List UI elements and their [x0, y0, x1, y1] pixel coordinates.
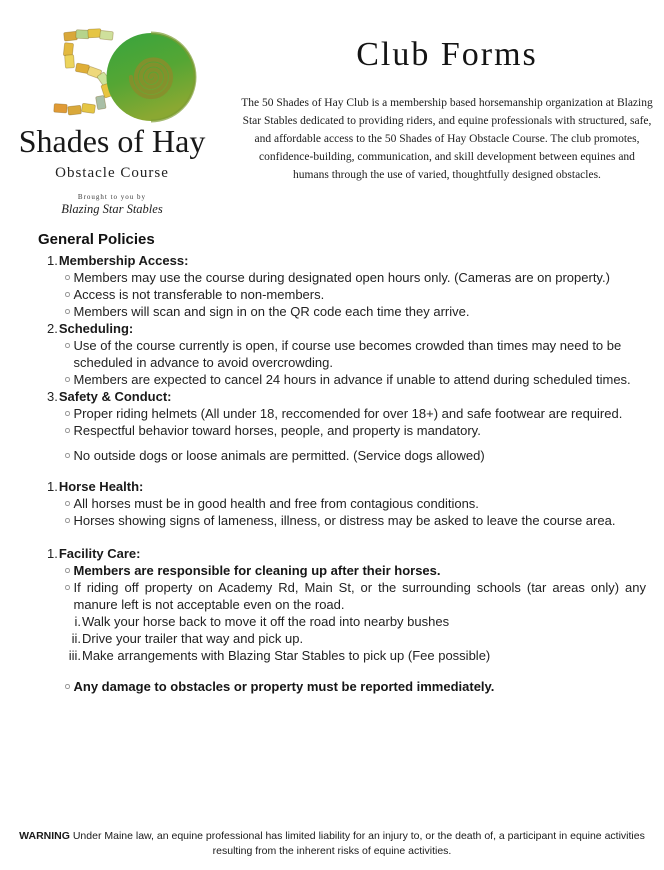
- section-heading: General Policies: [38, 231, 155, 248]
- policy-bullet: [38, 269, 646, 286]
- policy-bullet: [38, 562, 646, 579]
- bullet-icon: [65, 501, 70, 506]
- logo-subtitle: Obstacle Course: [55, 165, 169, 181]
- subitem-text: Drive your trailer that way and pick up.: [82, 631, 304, 646]
- bullet-icon: [65, 309, 70, 314]
- bullet-icon: [65, 292, 70, 297]
- policy-bullet: [38, 422, 646, 439]
- policy-group-heading: [38, 478, 646, 495]
- bullet-text: Use of the course currently is open, if course use becomes crowded than times may need to be scheduled in advance to avoid overcrowding.: [73, 338, 622, 370]
- warning-label: WARNING: [19, 830, 70, 842]
- bullet-text: Members will scan and sign in on the QR code each time they arrive.: [73, 304, 470, 319]
- policy-bullet: [38, 447, 646, 464]
- bullet-icon: [65, 275, 70, 280]
- warning-text: Under Maine law, an equine professional has limited liability for an injury to, or the death of, a participant in equine activities resulting from the inherent risks of equine activities.: [69, 830, 645, 857]
- policy-bullet: [38, 678, 646, 695]
- bullet-icon: [65, 343, 70, 348]
- policy-title: Membership Access:: [58, 253, 189, 268]
- logo-wordmark: Shades of Hay: [18, 123, 206, 159]
- policy-group: [38, 388, 646, 464]
- general-policies-section: [38, 231, 646, 695]
- subitem-marker: iii.: [68, 648, 81, 663]
- policy-subitem: [38, 647, 646, 664]
- bullet-icon: [65, 518, 70, 523]
- policy-bullet: [38, 286, 646, 303]
- policies-list: [38, 252, 646, 695]
- policy-title: Facility Care:: [58, 546, 141, 561]
- hay-bale-zero: [107, 33, 196, 121]
- bullet-text: Members may use the course during designated open hours only. (Cameras are on property.): [73, 270, 610, 285]
- bullet-icon: [65, 411, 70, 416]
- logo-brand-name: Blazing Star Stables: [61, 202, 163, 216]
- subitem-text: Make arrangements with Blazing Star Stables to pick up (Fee possible): [82, 648, 491, 663]
- bullet-icon: [65, 684, 70, 689]
- policy-bullet: [38, 512, 646, 529]
- policy-bullet: [38, 405, 646, 422]
- policy-group: [38, 545, 646, 695]
- intro-paragraph: The 50 Shades of Hay Club is a membership based horsemanship organization at Blazing Star Stables dedicated to providing riders, and equine professionals with structured, safe, and affordable access to the 50 Shades of Hay Obstacle Course. The club promotes, confidence-building, communication, and skill development between equines and humans through the use of varied, thoughtfully designed obstacles.: [241, 97, 653, 181]
- policy-bullet: [38, 303, 646, 320]
- bullet-icon: [65, 428, 70, 433]
- policy-subitem: [38, 613, 646, 630]
- hay-bale-50-icon: [48, 26, 204, 124]
- page-title: Club Forms: [356, 36, 538, 73]
- policy-group-heading: [38, 545, 646, 562]
- policy-title: Scheduling:: [58, 321, 134, 336]
- bullet-text: Proper riding helmets (All under 18, reccomended for over 18+) and safe footwear are required.: [73, 406, 623, 421]
- policy-group: [38, 320, 646, 388]
- policy-subitem: [38, 630, 646, 647]
- bullet-text: Members are expected to cancel 24 hours in advance if unable to attend during scheduled times.: [73, 372, 631, 387]
- subitem-marker: i.: [74, 614, 81, 629]
- policy-bullet: [38, 371, 646, 388]
- policy-group: [38, 478, 646, 529]
- logo-tagline: Brought to you by: [77, 193, 147, 201]
- bullet-text: Respectful behavior toward horses, people, and property is mandatory.: [73, 423, 481, 438]
- policy-number: 1.: [47, 546, 58, 561]
- policy-group: [38, 252, 646, 320]
- policy-number: 1.: [47, 479, 58, 494]
- bullet-text: All horses must be in good health and free from contagious conditions.: [73, 496, 479, 511]
- policy-bullet: [38, 337, 646, 371]
- policy-title: Safety & Conduct:: [58, 389, 172, 404]
- bullet-icon: [65, 377, 70, 382]
- policy-group-heading: [38, 252, 646, 269]
- bullet-icon: [65, 568, 70, 573]
- bullet-text: No outside dogs or loose animals are permitted. (Service dogs allowed): [73, 448, 485, 463]
- subitem-marker: ii.: [71, 631, 81, 646]
- policy-group-heading: [38, 320, 646, 337]
- bullet-text: If riding off property on Academy Rd, Main St, or the surrounding schools (tar areas only) any manure left is not acceptable even on the road.: [73, 580, 646, 612]
- bullet-text: Access is not transferable to non-members.: [73, 287, 325, 302]
- policy-bullet: [38, 579, 646, 613]
- policy-bullet: [38, 495, 646, 512]
- bullet-text: Members are responsible for cleaning up after their horses.: [73, 563, 441, 578]
- policy-number: 1.: [47, 253, 58, 268]
- subitem-text: Walk your horse back to move it off the road into nearby bushes: [82, 614, 450, 629]
- policy-number: 3.: [47, 389, 58, 404]
- policy-title: Horse Health:: [58, 479, 144, 494]
- policy-group-heading: [38, 388, 646, 405]
- bullet-text: Any damage to obstacles or property must be reported immediately.: [73, 679, 495, 694]
- legal-warning: [12, 829, 652, 859]
- bullet-icon: [65, 453, 70, 458]
- hay-digit-5: [54, 29, 114, 115]
- policy-number: 2.: [47, 321, 58, 336]
- bullet-icon: [65, 585, 70, 590]
- bullet-text: Horses showing signs of lameness, illness, or distress may be asked to leave the course area.: [73, 513, 616, 528]
